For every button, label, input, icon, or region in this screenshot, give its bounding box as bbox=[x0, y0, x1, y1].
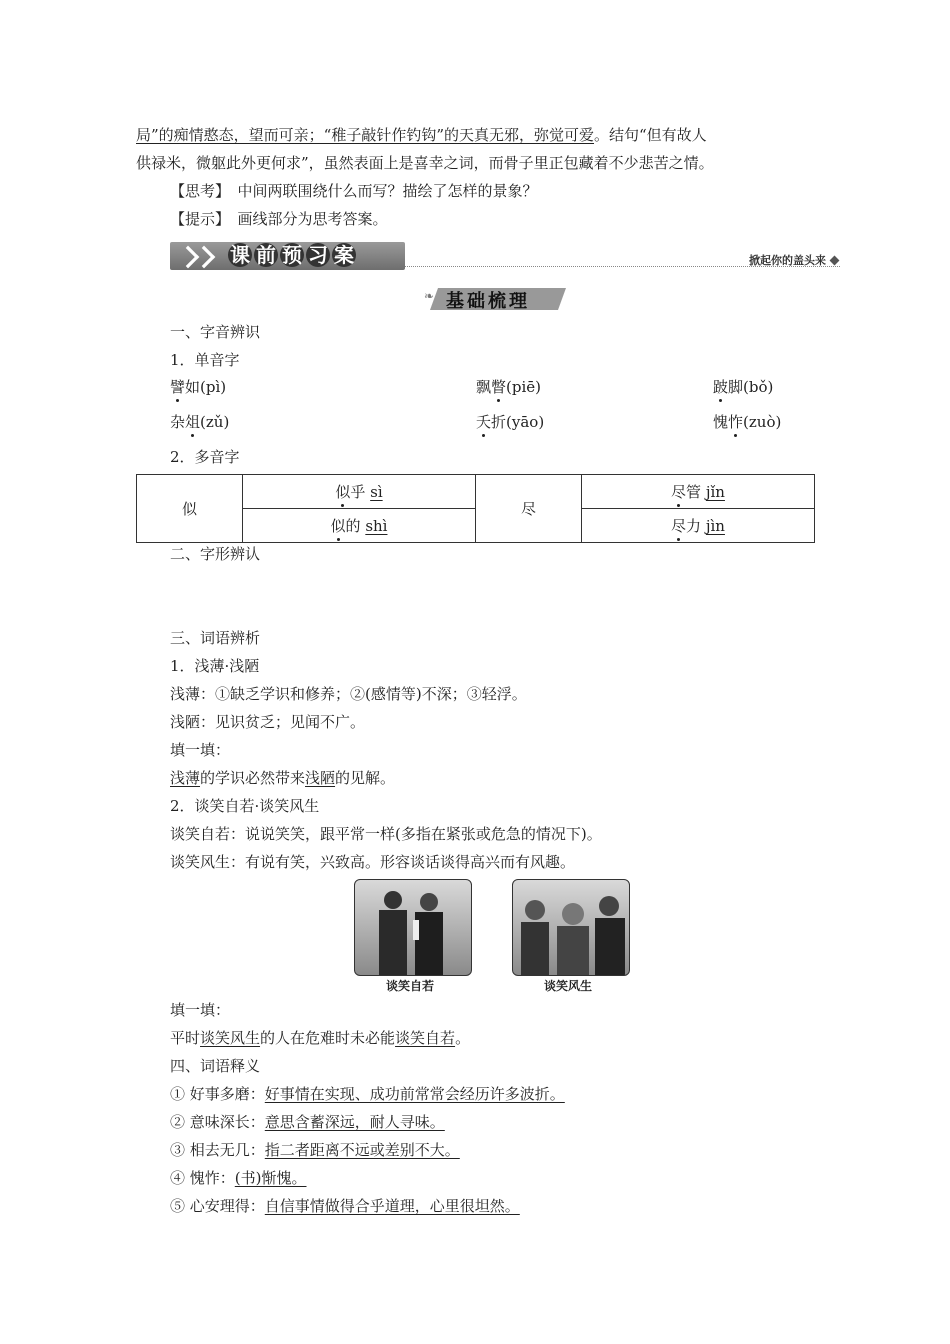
underlined-answer: 谈笑风生 bbox=[200, 1029, 261, 1047]
banner-char: 预 bbox=[282, 243, 302, 267]
banner-subtitle: 掀起你的盖头来 bbox=[749, 254, 826, 267]
dotted-char: 譬 bbox=[170, 378, 186, 396]
underlined-answer: 意思含蓄深远，耐人寻味。 bbox=[264, 1113, 445, 1131]
chevron-icon bbox=[194, 244, 212, 268]
word-text: 的 bbox=[345, 517, 361, 535]
definition: 浅薄：①缺乏学识和修养；②(感情等)不深；③轻浮。 bbox=[170, 685, 527, 703]
pinyin-item bbox=[713, 376, 773, 397]
dotted-char: 尽 bbox=[671, 517, 687, 535]
pinyin-text: 飘 bbox=[476, 378, 492, 396]
sentence-text: 的人在危难时未必能 bbox=[260, 1029, 396, 1047]
dotted-char: 怍 bbox=[728, 413, 744, 431]
pinyin-text: 折(yāo) bbox=[491, 413, 545, 431]
photo-people-icon bbox=[355, 880, 471, 975]
pinyin-item bbox=[476, 411, 544, 432]
pinyin-text: 如(pì) bbox=[185, 378, 227, 396]
subheading: 2．多音字 bbox=[170, 448, 240, 466]
pinyin-text: 脚(bǒ) bbox=[728, 378, 774, 396]
pinyin-item bbox=[713, 411, 781, 432]
underlined-answer: 浅陋 bbox=[305, 769, 336, 787]
term-label: ⑤ 心安理得： bbox=[170, 1197, 265, 1215]
sentence-text: 的学识必然带来 bbox=[200, 769, 306, 787]
term-definition bbox=[170, 1083, 565, 1104]
table-cell bbox=[243, 475, 476, 509]
banner-char: 前 bbox=[256, 243, 276, 267]
table-cell bbox=[582, 509, 815, 543]
table-cell: 似 bbox=[137, 475, 243, 543]
section-banner bbox=[170, 240, 840, 272]
word-text: 乎 bbox=[350, 483, 366, 501]
underlined-answer: 局”的痴情憨态，望而可亲；“稚子敲针作钓钩”的天真无邪，弥觉可爱 bbox=[136, 126, 595, 144]
dotted-char: 似 bbox=[335, 483, 351, 501]
intro-line-2: 供禄米，微躯此外更何求”，虽然表面上是喜幸之词，而骨子里正包藏着不少悲苦之情。 bbox=[136, 154, 714, 172]
pinyin-item bbox=[170, 411, 229, 432]
term-definition bbox=[170, 1139, 460, 1160]
pinyin-text: (piē) bbox=[506, 378, 542, 396]
underlined-answer: 浅薄 bbox=[170, 769, 201, 787]
subheading: 1．单音字 bbox=[170, 351, 240, 369]
subheading: 2．谈笑自若·谈笑风生 bbox=[170, 797, 320, 815]
pinyin-text: 杂 bbox=[170, 413, 186, 431]
pinyin-answer: shì bbox=[365, 517, 388, 535]
photo-image bbox=[512, 879, 630, 976]
section-heading: 四、词语释义 bbox=[170, 1057, 261, 1075]
banner-title bbox=[228, 243, 358, 267]
word-text: 管 bbox=[686, 483, 702, 501]
pinyin-item bbox=[476, 376, 541, 397]
photo-people-icon bbox=[513, 880, 629, 975]
dotted-char: 夭 bbox=[476, 413, 492, 431]
think-prompt: 【思考】 中间两联围绕什么而写？描绘了怎样的景象？ bbox=[170, 182, 538, 200]
photo-caption: 谈笑自若 bbox=[386, 979, 435, 993]
definition: 浅陋：见识贫乏；见闻不广。 bbox=[170, 713, 366, 731]
fill-sentence bbox=[170, 1027, 470, 1048]
intro-text: 。结句“但有故人 bbox=[594, 126, 707, 144]
pinyin-answer: jìn bbox=[705, 517, 725, 535]
photo-caption: 谈笑风生 bbox=[544, 979, 593, 993]
polyphone-table bbox=[136, 474, 815, 543]
underlined-answer: 自信事情做得合乎道理，心里很坦然。 bbox=[264, 1197, 520, 1215]
intro-line-1 bbox=[136, 124, 707, 145]
banner-char: 习 bbox=[308, 243, 328, 267]
subsection-banner bbox=[424, 285, 564, 311]
underlined-answer: 好事情在实现、成功前常常会经历许多波折。 bbox=[264, 1085, 565, 1103]
fill-label: 填一填： bbox=[170, 1001, 231, 1019]
table-row bbox=[137, 475, 815, 509]
dotted-char: 尽 bbox=[671, 483, 687, 501]
sentence-text: 的见解。 bbox=[335, 769, 396, 787]
underlined-answer: 指二者距离不远或差别不大。 bbox=[264, 1141, 460, 1159]
diamond-icon bbox=[830, 256, 840, 266]
section-heading: 二、字形辨认 bbox=[170, 545, 261, 563]
table-cell: 尽 bbox=[476, 475, 582, 543]
fill-label: 填一填： bbox=[170, 741, 231, 759]
sentence-text: 平时 bbox=[170, 1029, 201, 1047]
banner-char: 案 bbox=[334, 243, 354, 267]
table-cell bbox=[582, 475, 815, 509]
dotted-char: 跛 bbox=[713, 378, 729, 396]
dotted-char: 俎 bbox=[185, 413, 201, 431]
term-label: ④ 愧怍： bbox=[170, 1169, 235, 1187]
subheading: 1．浅薄·浅陋 bbox=[170, 657, 260, 675]
pinyin-text: (zǔ) bbox=[200, 413, 230, 431]
banner-char: 课 bbox=[230, 243, 250, 267]
pinyin-answer: sì bbox=[370, 483, 383, 501]
definition: 谈笑自若：说说笑笑，跟平常一样(多指在紧张或危急的情况下)。 bbox=[170, 825, 602, 843]
dotted-char: 似 bbox=[330, 517, 346, 535]
pinyin-text: (zuò) bbox=[743, 413, 782, 431]
term-definition bbox=[170, 1167, 307, 1188]
underlined-answer: (书)惭愧。 bbox=[234, 1169, 307, 1187]
term-definition bbox=[170, 1195, 520, 1216]
pinyin-item bbox=[170, 376, 226, 397]
table-cell bbox=[243, 509, 476, 543]
photo-image bbox=[354, 879, 472, 976]
pinyin-text: 愧 bbox=[713, 413, 729, 431]
section-heading: 一、字音辨识 bbox=[170, 323, 261, 341]
section-heading: 三、词语辨析 bbox=[170, 629, 261, 647]
term-label: ③ 相去无几： bbox=[170, 1141, 265, 1159]
fill-sentence bbox=[170, 767, 395, 788]
hint-note: 【提示】 画线部分为思考答案。 bbox=[170, 210, 388, 228]
term-label: ② 意味深长： bbox=[170, 1113, 265, 1131]
dotted-char: 瞥 bbox=[491, 378, 507, 396]
word-text: 力 bbox=[686, 517, 702, 535]
term-label: ① 好事多磨： bbox=[170, 1085, 265, 1103]
pinyin-answer: jǐn bbox=[705, 483, 725, 501]
definition: 谈笑风生：有说有笑，兴致高。形容谈话谈得高兴而有风趣。 bbox=[170, 853, 576, 871]
subbanner-title: 基础梳理 bbox=[446, 291, 530, 312]
sentence-text: 。 bbox=[455, 1029, 471, 1047]
term-definition bbox=[170, 1111, 445, 1132]
leaf-icon: ❧ bbox=[424, 289, 435, 303]
underlined-answer: 谈笑自若 bbox=[395, 1029, 456, 1047]
